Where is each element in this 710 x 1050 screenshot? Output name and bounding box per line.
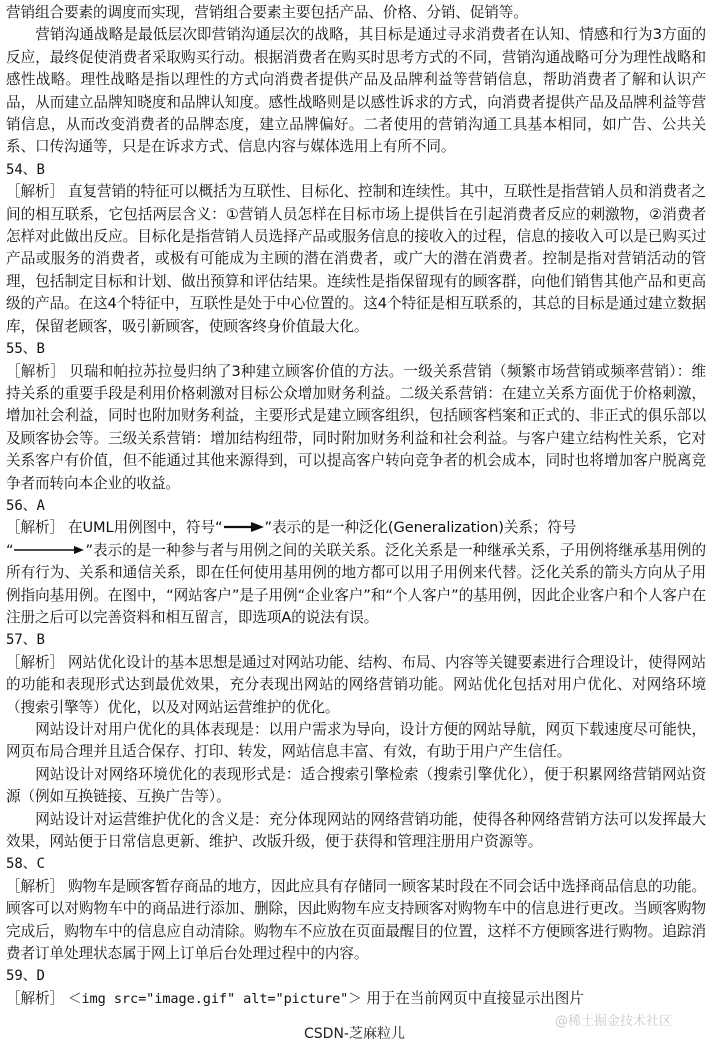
analysis-label: ［解析］ (6, 989, 64, 1007)
analysis-label: ［解析］ (6, 653, 64, 671)
analysis-54-text: 直复营销的特征可以概括为互联性、目标化、控制和连续性。其中，互联性是指营销人员和消费者之间的相互联系，它包括两层含义：①营销人员怎样在目标市场上提供旨在引起消费者反应的刺激物，②消费者怎样对此做出反应。目标化是指营销人员选择产品或服务信息的接收入的过程，信息的接收入可以是已购买过产品或服务的消费者，或极有可能成为主顾的潜在消费者，或广大的潜在消费者。控制是指对营销活动的管理，包括制定目标和计划、做出预算和评估结果。连续性是指保留现有的顾客群，向他们销售其他产品和更高级的产品。在这4个特征中，互联性是处于中心位置的。这4个特征是相互联系的，其总的目标是通过建立数据库，保留老顾客，吸引新顾客，使顾客终身价值最大化。 (6, 183, 706, 335)
analysis-57-paragraph-3: 网站设计对网络环境优化的表现形式是：适合搜索引擎检索（搜索引擎优化），便于积累网络营销网站资源（例如互换链接、互换广告等）。 (6, 765, 706, 806)
img-code-snippet: ＜img src="image.gif" alt="picture"＞ (67, 990, 362, 1007)
intro-paragraph: 营销组合要素的调度而实现，营销组合要素主要包括产品、价格、分销、促销等。 (6, 4, 528, 21)
answer-57: 57、B (6, 632, 45, 649)
analysis-56-text-4: ”表示的是一种参与者与用例之间的关联关系。泛化关系是一种继承关系，子用例将继承基用例的所有行为、关系和通信关系，即在任何使用基用例的地方都可以用子用例来代替。泛化关系的箭头方向从子用例指向基用例。在图中，“网站客户”是子用例“企业客户”和“个人客户”的基用例，因此企业客户和个人客户在注册之后可以完善资料和相互留言，即选项A的说法有误。 (6, 541, 706, 626)
analysis-56-text-3: “ (6, 541, 14, 559)
answer-55: 55、B (6, 341, 45, 358)
analysis-59-text: 用于在当前网页中直接显示出图片 (366, 989, 584, 1007)
watermark: @稀土掘金技术社区 (555, 1014, 673, 1029)
analysis-57-text: 网站优化设计的基本思想是通过对网站功能、结构、布局、内容等关键要素进行合理设计，使得网站的功能和表现形式达到最优效果，充分表现出网站的网络营销功能。网站优化包括对用户优化、对网络环境（搜索引擎等）优化，以及对网站运营维护的优化。 (6, 653, 706, 716)
analysis-label: ［解析］ (6, 877, 64, 895)
footer (0, 1016, 710, 1050)
generalization-arrow-icon (224, 521, 264, 533)
answer-59: 59、D (6, 968, 45, 985)
answer-56: 56、A (6, 497, 45, 514)
analysis-59 (6, 988, 706, 1010)
analysis-58 (6, 876, 706, 966)
analysis-label: ［解析］ (6, 362, 66, 380)
analysis-57 (6, 652, 706, 719)
analysis-56 (6, 517, 706, 629)
analysis-58-text: 购物车是顾客暂存商品的地方，因此应具有存储同一顾客某时段在不同会话中选择商品信息的功能。顾客可以对购物车中的商品进行添加、删除，因此购物车应支持顾客对购物车中的信息进行更改。当顾客购物完成后，购物车中的信息应自动清除。购物车不应放在页面最醒目的位置，这样不方便顾客进行购物。追踪消费者订单处理状态属于网上订单后台处理过程中的内容。 (6, 877, 706, 963)
document-page (6, 2, 706, 1010)
analysis-54 (6, 181, 706, 338)
csdn-author-label: CSDN-芝麻粒儿 (302, 1023, 407, 1043)
analysis-55-text: 贝瑞和帕拉苏拉曼归纳了3种建立顾客价值的方法。一级关系营销（频繁市场营销或频率营销）：维持关系的重要手段是利用价格刺激对目标公众增加财务利益。二级关系营销：在建立关系方面优于价格刺激，增加社会利益，同时也附加财务利益，主要形式是建立顾客组织，包括顾客档案和正式的、非正式的俱乐部以及顾客协会等。三级关系营销：增加结构纽带，同时附加财务利益和社会利益。与客户建立结构性关系，它对关系客户有价值，但不能通过其他来源得到，可以提高客户转向竞争者的机会成本，同时也将增加客户脱离竞争者而转向本企业的收益。 (6, 362, 706, 492)
analysis-56-text-1: 在UML用例图中，符号“ (67, 519, 223, 537)
analysis-57-paragraph-4: 网站设计对运营维护优化的含义是：充分体现网站的网络营销功能，使得各种网络营销方法可以发挥最大效果，网站便于日常信息更新、维护、改版升级，便于获得和管理注册用户资源等。 (6, 810, 706, 851)
strategy-paragraph: 营销沟通战略是最低层次即营销沟通层次的战略，其目标是通过寻求消费者在认知、情感和行为3方面的反应，最终促使消费者采取购买行动。根据消费者在购买时思考方式的不同，营销沟通战略可分为理性战略和感性战略。理性战略是指以理性的方式向消费者提供产品及品牌利益等营销信息，帮助消费者了解和认识产品，从而建立品牌知晓度和品牌认知度。感性战略则是以感性诉求的方式，向消费者提供产品及品牌利益等营销信息，从而改变消费者的品牌态度，建立品牌偏好。二者使用的营销沟通工具基本相同，如广告、公共关系、口传沟通等，只是在诉求方式、信息内容与媒体选用上有所不同。 (6, 26, 706, 156)
analysis-55 (6, 361, 706, 495)
analysis-label: ［解析］ (6, 183, 64, 201)
answer-54: 54、B (6, 161, 45, 178)
analysis-57-paragraph-2: 网站设计对用户优化的具体表现是：以用户需求为导向，设计方便的网站导航，网页下载速度尽可能快，网页布局合理并且适合保存、打印、转发，网站信息丰富、有效，有助于用户产生信任。 (6, 721, 706, 761)
analysis-56-text-2: ”表示的是一种泛化(Generalization)关系；符号 (264, 519, 577, 537)
analysis-label: ［解析］ (6, 519, 64, 537)
association-arrow-icon (14, 544, 84, 556)
answer-58: 58、C (6, 856, 45, 873)
